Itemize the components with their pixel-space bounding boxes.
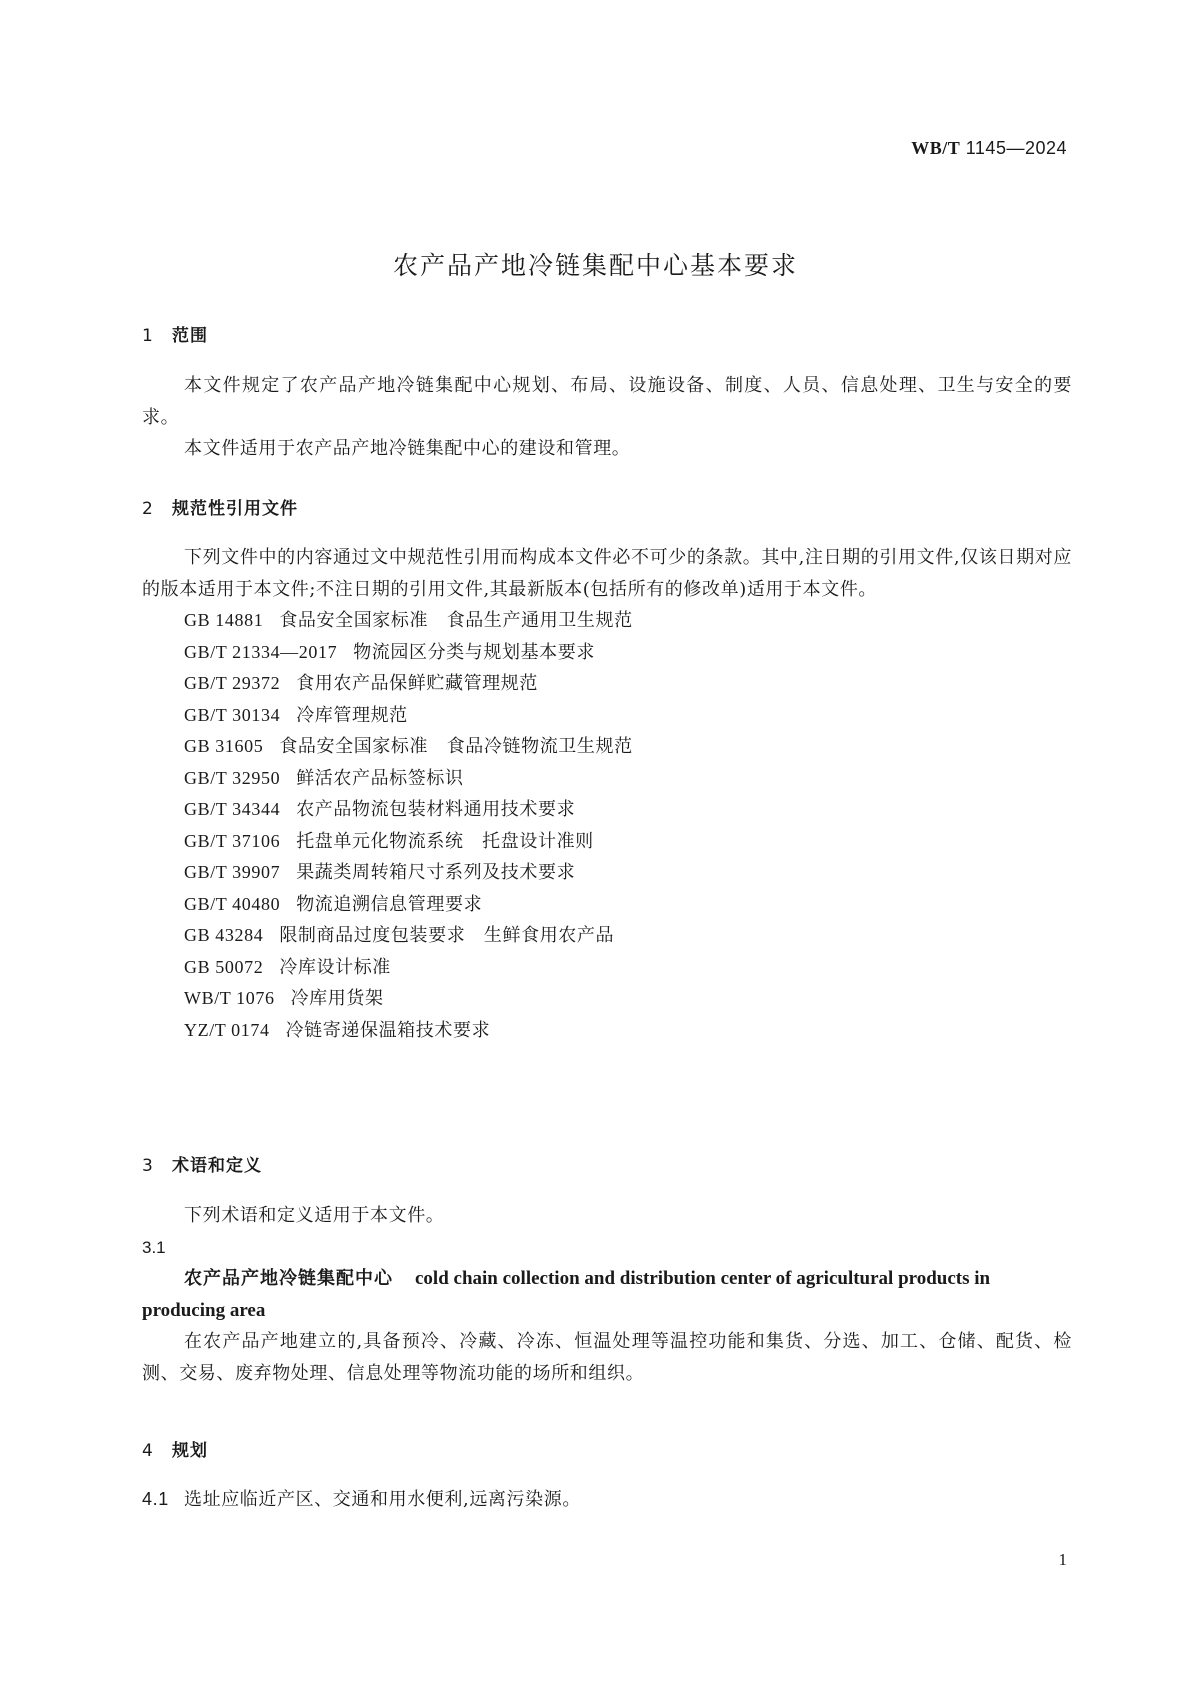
section-4-heading — [142, 1436, 1072, 1461]
reference-code: GB 43284 — [184, 925, 264, 945]
page-number: 1 — [1058, 1550, 1067, 1569]
reference-code: GB/T 37106 — [184, 830, 281, 851]
reference-title: 食品安全国家标准 食品生产通用卫生规范 — [279, 610, 633, 631]
reference-title: 鲜活农产品标签标识 — [296, 767, 464, 789]
section-3 — [142, 1151, 1072, 1176]
reference-title: 冷库设计标准 — [279, 956, 391, 978]
section-1-body — [142, 370, 1072, 465]
reference-code: WB/T 1076 — [184, 988, 275, 1008]
reference-title: 冷库用货架 — [290, 988, 384, 1009]
standard-code — [911, 138, 1067, 159]
reference-title: 果蔬类周转箱尺寸系列及技术要求 — [296, 862, 576, 883]
standard-code-prefix: WB/T — [911, 138, 961, 158]
term-definition: 在农产品产地建立的,具备预冷、冷藏、冷冻、恒温处理等温控功能和集货、分选、加工、仓储、配货、检测、交易、废弃物处理、信息处理等物流功能的场所和组织。 — [142, 1331, 1072, 1384]
reference-list — [142, 605, 1072, 1046]
reference-code: GB/T 34344 — [184, 799, 281, 819]
reference-title: 物流追溯信息管理要求 — [296, 893, 483, 915]
reference-code: GB/T 21334—2017 — [184, 641, 338, 662]
paragraph: 下列术语和定义适用于本文件。 — [184, 1205, 445, 1226]
section-title: 范围 — [172, 326, 208, 346]
paragraph: 下列文件中的内容通过文中规范性引用而构成本文件必不可少的条款。其中,注日期的引用文件,仅该日期对应的版本适用于本文件;不注日期的引用文件,其最新版本(包括所有的修改单)适用于本文件。 — [142, 547, 1072, 600]
reference-code: GB/T 39907 — [184, 862, 281, 882]
reference-item — [142, 668, 1072, 700]
reference-title: 限制商品过度包装要求 生鲜食用农产品 — [279, 925, 615, 946]
section-number: 3 — [142, 1156, 154, 1176]
reference-title: 农产品物流包装材料通用技术要求 — [296, 799, 576, 820]
section-2-heading — [142, 494, 1072, 519]
section-4-body — [142, 1484, 1072, 1516]
clause — [142, 1484, 1072, 1516]
reference-code: GB 14881 — [184, 610, 264, 630]
section-2 — [142, 494, 1072, 519]
term-chinese: 农产品产地冷链集配中心 — [184, 1268, 393, 1289]
reference-item — [142, 731, 1072, 763]
paragraph: 本文件适用于农产品产地冷链集配中心的建设和管理。 — [184, 438, 631, 459]
reference-item — [142, 857, 1072, 889]
clause-text: 选址应临近产区、交通和用水便利,远离污染源。 — [184, 1489, 581, 1510]
section-title: 术语和定义 — [172, 1156, 262, 1176]
clause-number: 4.1 — [142, 1489, 169, 1509]
reference-title: 食用农产品保鲜贮藏管理规范 — [296, 673, 538, 694]
section-number: 4 — [142, 1441, 154, 1461]
reference-title: 食品安全国家标准 食品冷链物流卫生规范 — [279, 736, 633, 757]
reference-item — [142, 952, 1072, 984]
section-1 — [142, 321, 1072, 346]
reference-code: YZ/T 0174 — [184, 1019, 270, 1040]
reference-item — [142, 1015, 1072, 1047]
term-entry — [142, 1263, 1072, 1326]
section-3-heading — [142, 1151, 1072, 1176]
paragraph: 本文件规定了农产品产地冷链集配中心规划、布局、设施设备、制度、人员、信息处理、卫生与安全的要求。 — [142, 375, 1072, 428]
reference-item — [142, 983, 1072, 1015]
reference-item — [142, 794, 1072, 826]
section-4 — [142, 1436, 1072, 1461]
section-title: 规范性引用文件 — [172, 499, 298, 519]
reference-code: GB 31605 — [184, 736, 264, 756]
term-number: 3.1 — [142, 1237, 166, 1257]
section-3-body — [142, 1200, 1072, 1389]
reference-title: 冷库管理规范 — [296, 704, 408, 726]
reference-item — [142, 920, 1072, 952]
term-english: cold chain collection and distribution center of agricultural products in producing area — [142, 1268, 991, 1321]
reference-title: 冷链寄递保温箱技术要求 — [285, 1019, 491, 1041]
document-title: 农产品产地冷链集配中心基本要求 — [392, 251, 798, 280]
reference-item — [142, 763, 1072, 795]
standard-code-number: 1145—2024 — [965, 138, 1067, 158]
reference-item — [142, 826, 1072, 858]
reference-item — [142, 700, 1072, 732]
reference-item — [142, 889, 1072, 921]
section-2-body — [142, 542, 1072, 1046]
reference-code: GB/T 30134 — [184, 704, 281, 725]
reference-item — [142, 637, 1072, 669]
reference-code: GB/T 40480 — [184, 893, 281, 914]
reference-title: 物流园区分类与规划基本要求 — [353, 641, 595, 663]
section-1-heading — [142, 321, 1072, 346]
reference-code: GB/T 32950 — [184, 767, 281, 788]
section-number: 2 — [142, 499, 154, 519]
reference-title: 托盘单元化物流系统 托盘设计准则 — [296, 830, 594, 852]
section-title: 规划 — [172, 1441, 208, 1461]
reference-code: GB 50072 — [184, 956, 264, 977]
section-number: 1 — [142, 326, 154, 346]
reference-item — [142, 605, 1072, 637]
reference-code: GB/T 29372 — [184, 673, 281, 693]
